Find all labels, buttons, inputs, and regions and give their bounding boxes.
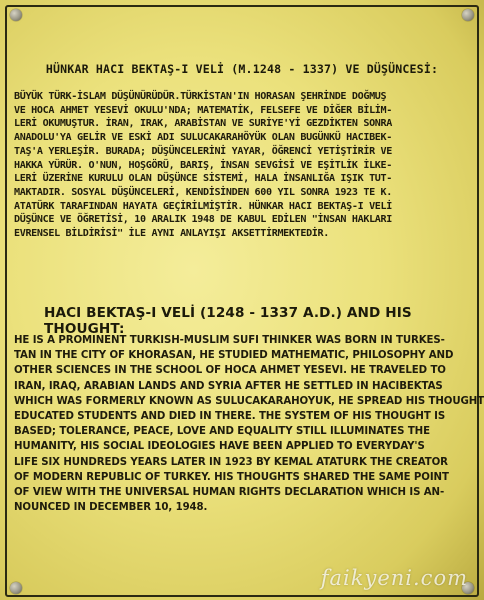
english-line: TAN IN THE CITY OF KHORASAN, HE STUDIED MATHEMATIC, PHILOSOPHY AND — [14, 350, 454, 362]
english-title: HACI BEKTAŞ-I VELİ (1248 - 1337 A.D.) AND HIS THOUGHT: — [44, 305, 412, 337]
english-line: OF VIEW WITH THE UNIVERSAL HUMAN RIGHTS DECLARATION WHICH IS AN- — [14, 487, 445, 499]
turkish-line: MAKTADIR. SOSYAL DÜŞÜNCELERİ, KENDİSİNDEN 600 YIL SONRA 1923 TE K. — [14, 186, 392, 198]
english-line: IRAN, IRAQ, ARABIAN LANDS AND SYRIA AFTER HE SETTLED IN HACIBEKTAS — [14, 380, 443, 392]
english-line: OF MODERN REPUBLIC OF TURKEY. HIS THOUGHTS SHARED THE SAME POINT — [14, 471, 449, 483]
english-line: EDUCATED STUDENTS AND DIED IN THERE. THE SYSTEM OF HIS THOUGHT IS — [14, 411, 446, 423]
english-paragraph — [14, 333, 484, 515]
turkish-line: TAŞ'A YERLEŞİR. BURADA; DÜŞÜNCELERİNİ YAYAR, ÖĞRENCİ YETİŞTİRİR VE — [14, 145, 392, 157]
turkish-paragraph — [14, 90, 472, 241]
english-line: HE IS A PROMINENT TURKISH-MUSLIM SUFI THINKER WAS BORN IN TURKES- — [14, 335, 445, 346]
turkish-title: HÜNKAR HACI BEKTAŞ-I VELİ (M.1248 - 1337) VE DÜŞÜNCESİ: — [45, 62, 439, 76]
turkish-line: DÜŞÜNCE VE ÖĞRETİSİ, 10 ARALIK 1948 DE KABUL EDİLEN "İNSAN HAKLARI — [14, 214, 392, 226]
turkish-line: BÜYÜK TÜRK-İSLAM DÜŞÜNÜRÜDÜR.TÜRKİSTAN'IN HORASAN ŞEHRİNDE DOĞMUŞ — [14, 91, 387, 102]
english-line: OTHER SCIENCES IN THE SCHOOL OF HOCA AHMET YESEVI. HE TRAVELED TO — [14, 365, 446, 377]
turkish-line: LERİ OKUMUŞTUR. İRAN, IRAK, ARABİSTAN VE SURİYE'Yİ GEZDİKTEN SONRA — [14, 118, 392, 130]
english-line: WHICH WAS FORMERLY KNOWN AS SULUCAKARAHOYUK, HE SPREAD HIS THOUGHT — [14, 395, 484, 407]
turkish-line: ATATÜRK TARAFINDAN HAYATA GEÇİRİLMİŞTİR. HÜNKAR HACI BEKTAŞ-I VELİ — [14, 200, 392, 212]
turkish-line: EVRENSEL BİLDİRİSİ" İLE AYNI ANLAYIŞI AKSETTİRMEKTEDİR. — [14, 228, 329, 240]
turkish-line: ANADOLU'YA GELİR VE ESKİ ADI SULUCAKARAHÖYÜK OLAN BUGÜNKÜ HACIBEK- — [14, 132, 392, 144]
english-line: LIFE SIX HUNDREDS YEARS LATER IN 1923 BY KEMAL ATATURK THE CREATOR — [14, 456, 448, 468]
screw-icon — [462, 9, 474, 21]
turkish-line: LERİ ÜZERİNE KURULU OLAN DÜŞÜNCE SİSTEMİ, HALA İNSANLIĞA IŞIK TUT- — [14, 173, 392, 185]
turkish-line: HAKKA YÜRÜR. O'NUN, HOŞGÖRÜ, BARIŞ, İNSAN SEVGİSİ VE EŞİTLİK İLKE- — [14, 159, 392, 171]
screw-icon — [10, 9, 22, 21]
screw-icon — [10, 582, 22, 594]
english-line: BASED; TOLERANCE, PEACE, LOVE AND EQUALITY STILL ILLUMINATES THE — [14, 426, 430, 438]
english-line: HUMANITY, HIS SOCIAL IDEOLOGIES HAVE BEEN APPLIED TO EVERYDAY'S — [14, 441, 425, 453]
turkish-line: VE HOCA AHMET YESEVİ OKULU'NDA; MATEMATİK, FELSEFE VE DİĞER BİLİM- — [14, 104, 392, 116]
english-line: NOUNCED IN DECEMBER 10, 1948. — [14, 502, 208, 514]
watermark: faikyeni.com — [320, 566, 468, 590]
